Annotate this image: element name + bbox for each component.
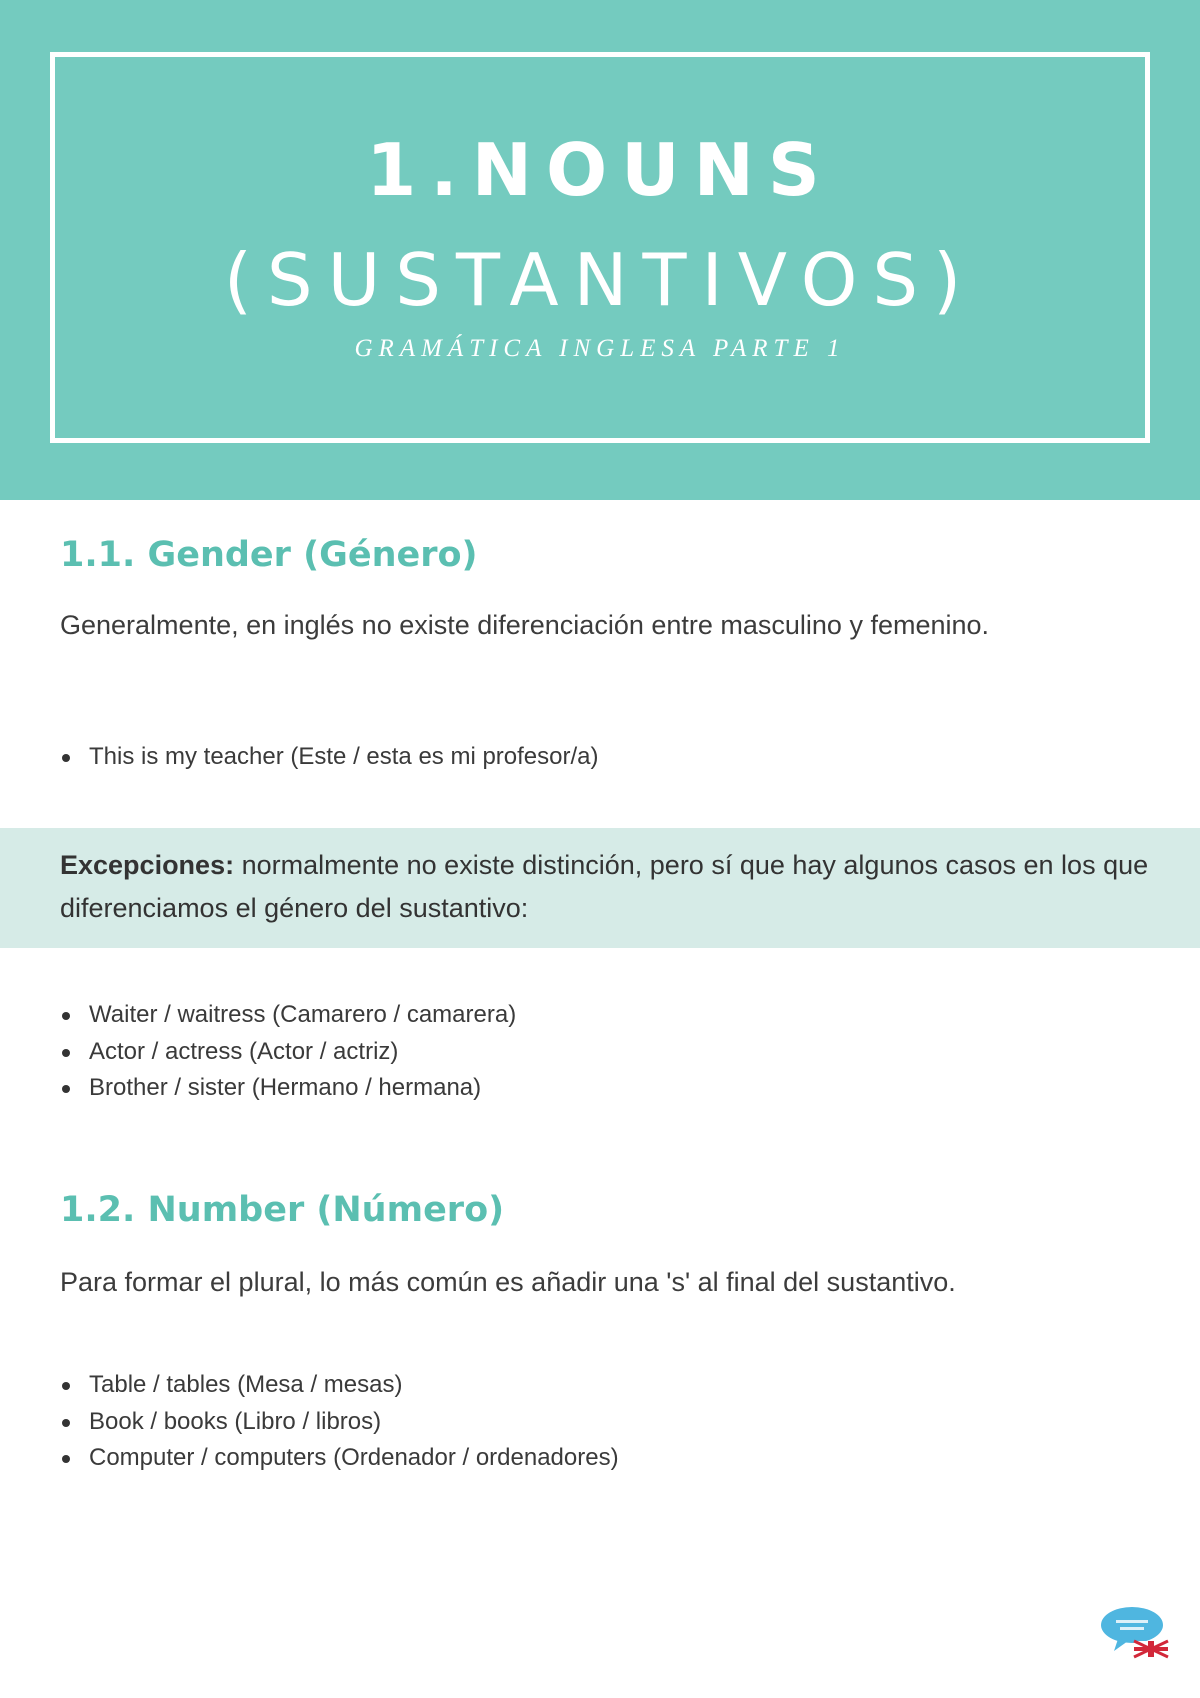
bullet-icon [62, 754, 70, 762]
callout-label: Excepciones: [60, 850, 235, 880]
list-item: Brother / sister (Hermano / hermana) [60, 1070, 516, 1107]
list-item: Actor / actress (Actor / actriz) [60, 1034, 516, 1071]
list-item: Table / tables (Mesa / mesas) [60, 1367, 619, 1404]
bullet-icon [62, 1382, 70, 1390]
page-title: 1.NOUNS [366, 128, 834, 212]
bullet-icon [62, 1012, 70, 1020]
bullet-icon [62, 1455, 70, 1463]
list-item: Book / books (Libro / libros) [60, 1404, 619, 1441]
gender-paragraph: Generalmente, en inglés no existe diferenciación entre masculino y femenino. [60, 610, 990, 640]
exceptions-list [60, 997, 516, 1107]
section-heading-gender: 1.1. Gender (Género) [60, 535, 478, 575]
bullet-icon [62, 1085, 70, 1093]
callout-text [60, 844, 1160, 930]
section-heading-number: 1.2. Number (Número) [60, 1190, 505, 1230]
speech-bubble-uk-flag-logo-icon [1098, 1603, 1172, 1659]
bullet-icon [62, 1049, 70, 1057]
list-item: Computer / computers (Ordenador / ordenadores) [60, 1440, 619, 1477]
bullet-icon [62, 1419, 70, 1427]
page-subtitle: GRAMÁTICA INGLESA PARTE 1 [354, 335, 846, 362]
list-item: This is my teacher (Este / esta es mi profesor/a) [60, 739, 599, 776]
page-title-translation: (SUSTANTIVOS) [223, 238, 977, 322]
callout-body: normalmente no existe distinción, pero sí que hay algunos casos en los que diferenciamos el género del sustantivo: [60, 850, 1149, 923]
gender-example-list [60, 739, 599, 776]
list-item: Waiter / waitress (Camarero / camarera) [60, 997, 516, 1034]
number-paragraph: Para formar el plural, lo más común es añadir una 's' al final del sustantivo. [60, 1267, 956, 1297]
exceptions-callout [0, 828, 1200, 948]
number-example-list [60, 1367, 619, 1477]
